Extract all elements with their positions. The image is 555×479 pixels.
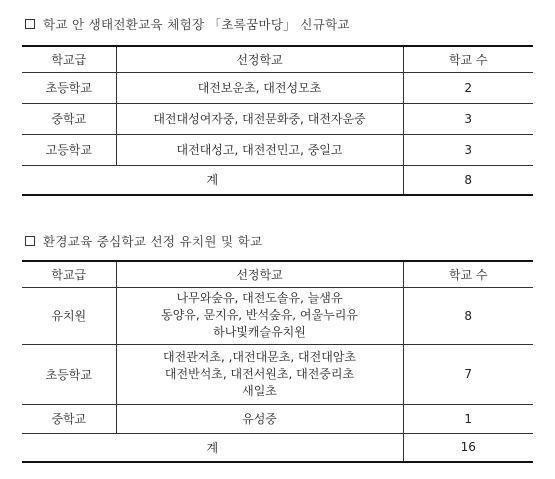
table-header-row (22, 46, 533, 72)
header-schools: 선정학교 (116, 261, 403, 287)
school-line: 새일초 (242, 383, 277, 398)
section1-table (22, 45, 533, 196)
row-schools: 유성중 (116, 404, 403, 433)
table-row (22, 103, 533, 134)
total-row (22, 433, 533, 462)
total-row (22, 165, 533, 195)
section1-title-text: 학교 안 생태전환교육 체험장 「초록꿈마당」 신규학교 (43, 17, 350, 32)
table-row (22, 134, 533, 165)
row-level: 중학교 (22, 404, 116, 433)
school-line: 동양유, 문지유, 반석숲유, 여울누리유 (161, 308, 358, 322)
school-line: 대전반석초, 대전서원초, 대전중리초 (164, 366, 355, 381)
header-level: 학교급 (22, 46, 116, 72)
row-level: 중학교 (22, 103, 116, 134)
table-header-row (22, 261, 533, 287)
row-count: 7 (403, 344, 533, 404)
row-schools: 대전대성여자중, 대전문화중, 대전자운중 (116, 103, 403, 134)
row-level: 유치원 (22, 287, 116, 344)
total-count: 16 (403, 433, 533, 462)
header-count: 학교 수 (403, 46, 533, 72)
school-line: 나무와숲유, 대전도솔유, 늘샘유 (176, 291, 343, 305)
total-label: 계 (22, 433, 403, 462)
row-schools (116, 287, 403, 344)
row-schools (116, 344, 403, 404)
header-schools: 선정학교 (116, 46, 403, 72)
row-level: 고등학교 (22, 134, 116, 165)
table-row (22, 72, 533, 103)
school-line: 하나빛캐슬유치원 (213, 325, 306, 339)
row-count: 3 (403, 103, 533, 134)
row-schools: 대전보운초, 대전성모초 (116, 72, 403, 103)
total-label: 계 (22, 165, 403, 195)
table-row (22, 344, 533, 404)
table-row (22, 404, 533, 433)
row-count: 8 (403, 287, 533, 344)
header-level: 학교급 (22, 261, 116, 287)
checkbox-square-icon (25, 19, 35, 29)
row-count: 2 (403, 72, 533, 103)
row-schools: 대전대성고, 대전전민고, 중일고 (116, 134, 403, 165)
row-level: 초등학교 (22, 344, 116, 404)
row-level: 초등학교 (22, 72, 116, 103)
total-count: 8 (403, 165, 533, 195)
header-count: 학교 수 (403, 261, 533, 287)
row-count: 1 (403, 404, 533, 433)
section2-title (25, 232, 262, 250)
checkbox-square-icon (25, 236, 35, 246)
table-row (22, 287, 533, 344)
section2-table (22, 260, 533, 463)
row-count: 3 (403, 134, 533, 165)
section2-title-text: 환경교육 중심학교 선정 유치원 및 학교 (43, 234, 263, 249)
section1-title (25, 15, 350, 33)
school-line: 대전관저초, ,대전대문초, 대전대암초 (163, 349, 356, 364)
